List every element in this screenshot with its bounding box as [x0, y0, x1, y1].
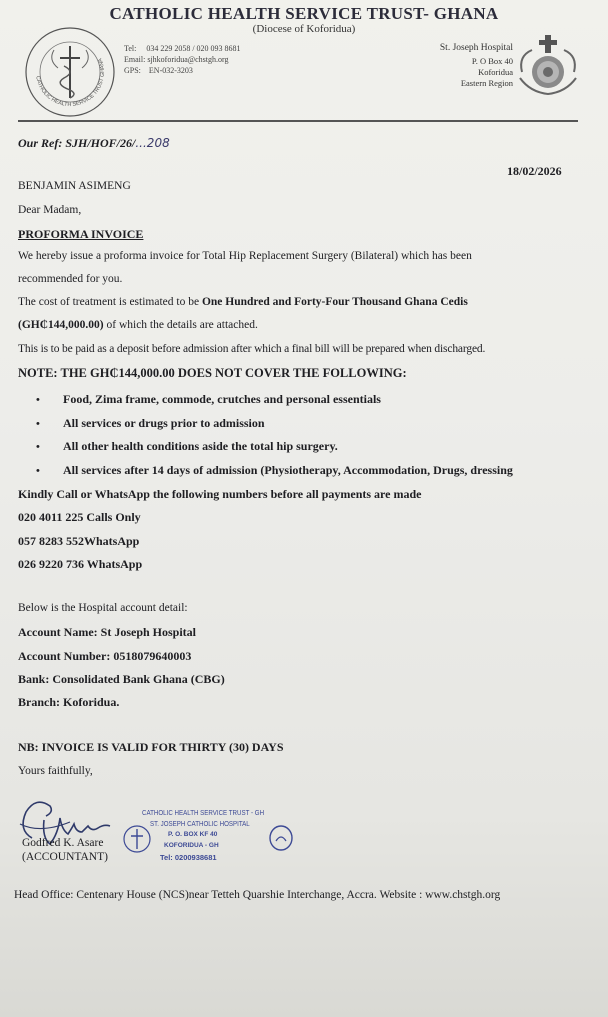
paragraph-2-line-1 — [18, 296, 468, 308]
letter-date: 18/02/2026 — [507, 164, 562, 178]
recipient-name: BENJAMIN ASIMENG — [18, 180, 131, 192]
logo-ring-text: CATHOLIC HEALTH SERVICE TRUST GHANA — [34, 57, 107, 109]
bullet: • — [36, 441, 40, 453]
email-value: sjhkoforidua@chstgh.org — [147, 55, 229, 64]
list-item-text: All services after 14 days of admission (Physiotherapy, Accommodation, Drugs, dressing — [63, 462, 513, 477]
address-line-1: St. Joseph Hospital — [439, 43, 513, 53]
head-office-footer: Head Office: Centenary House (NCS)near Tetteh Quarshie Interchange, Accra. Website : www.chstgh.org — [14, 889, 501, 901]
diocese-subtitle: (Diocese of Koforidua) — [252, 23, 356, 35]
reference-handwritten: ...208 — [135, 136, 170, 150]
list-item — [36, 439, 513, 463]
stamp-line-2: ST. JOSEPH CATHOLIC HOSPITAL — [150, 819, 250, 828]
closing-phrase: Yours faithfully, — [18, 765, 93, 777]
list-item — [36, 416, 513, 440]
address-line-4: Eastern Region — [460, 78, 513, 88]
account-number: Account Number: 0518079640003 — [18, 649, 192, 663]
tel-value: 034 229 2058 / 020 093 8681 — [146, 44, 241, 53]
signatory-title: (ACCOUNTANT) — [22, 851, 108, 863]
account-name: Account Name: St Joseph Hospital — [18, 625, 197, 639]
address-line-2: P. O Box 40 — [471, 56, 513, 66]
bank-name: Bank: Consolidated Bank Ghana (CBG) — [18, 672, 225, 686]
exclusions-note: NOTE: THE GH₵144,000.00 DOES NOT COVER THE FOLLOWING: — [18, 366, 407, 380]
signatory-name: Godfred K. Asare — [22, 837, 104, 849]
list-item — [36, 463, 513, 487]
paragraph-1-line-1: We hereby issue a proforma invoice for Total Hip Replacement Surgery (Bilateral) which has been — [18, 250, 472, 262]
gps-value: EN-032-3203 — [148, 66, 193, 75]
chst-logo-icon — [24, 26, 116, 118]
reference-label: Our Ref: SJH/HOF/26/ — [18, 136, 136, 150]
cost-in-words: One Hundred and Forty-Four Thousand Ghana Cedis — [201, 296, 468, 308]
contact-instruction: Kindly Call or WhatsApp the following numbers before all payments are made — [18, 487, 422, 501]
hospital-stamp — [120, 808, 300, 868]
phone-whatsapp-1: 057 8283 552WhatsApp — [18, 534, 140, 548]
cost-details-text: of which the details are attached. — [103, 319, 258, 331]
hospital-crest-icon — [514, 32, 582, 98]
phone-calls-only: 020 4011 225 Calls Only — [18, 510, 141, 524]
bullet: • — [36, 394, 40, 406]
phone-whatsapp-2: 026 9220 736 WhatsApp — [18, 557, 143, 571]
email-label: Email: — [124, 55, 146, 64]
stamp-line-5: Tel: 0200938681 — [160, 853, 217, 862]
stamp-line-3: P. O. BOX KF 40 — [168, 831, 218, 838]
stamp-line-4: KOFORIDUA - GH — [164, 842, 219, 849]
paragraph-3: This is to be paid as a deposit before admission after which a final bill will be prepared when discharged. — [18, 343, 486, 355]
subject-heading: PROFORMA INVOICE — [18, 227, 144, 241]
list-item — [36, 392, 513, 416]
header-divider — [18, 120, 578, 122]
cost-amount: (GH₵144,000.00) — [18, 319, 104, 331]
paragraph-2-line-2 — [18, 319, 258, 331]
tel-label: Tel: — [124, 44, 137, 53]
exclusions-list — [36, 392, 513, 486]
gps-label: GPS: — [124, 66, 141, 75]
list-item-text: Food, Zima frame, commode, crutches and personal essentials — [63, 392, 381, 406]
address-line-3: Koforidua — [478, 67, 513, 77]
cost-intro-text: The cost of treatment is estimated to be — [18, 296, 202, 308]
organization-title: CATHOLIC HEALTH SERVICE TRUST- GHANA — [109, 4, 499, 23]
stamp-seal-icon — [122, 824, 152, 854]
reference-number — [18, 136, 170, 151]
stamp-line-1: CATHOLIC HEALTH SERVICE TRUST - GH — [142, 808, 265, 817]
bullet: • — [36, 464, 40, 477]
list-item-text: All other health conditions aside the total hip surgery. — [63, 439, 338, 453]
stamp-emblem-icon — [268, 824, 294, 852]
branch-name: Branch: Koforidua. — [18, 695, 120, 709]
paragraph-1-line-2: recommended for you. — [18, 273, 123, 285]
salutation: Dear Madam, — [18, 204, 82, 216]
account-intro: Below is the Hospital account detail: — [18, 602, 188, 614]
list-item-text: All services or drugs prior to admission — [63, 415, 265, 430]
bullet: • — [36, 417, 40, 430]
validity-note: NB: INVOICE IS VALID FOR THIRTY (30) DAYS — [18, 740, 284, 754]
